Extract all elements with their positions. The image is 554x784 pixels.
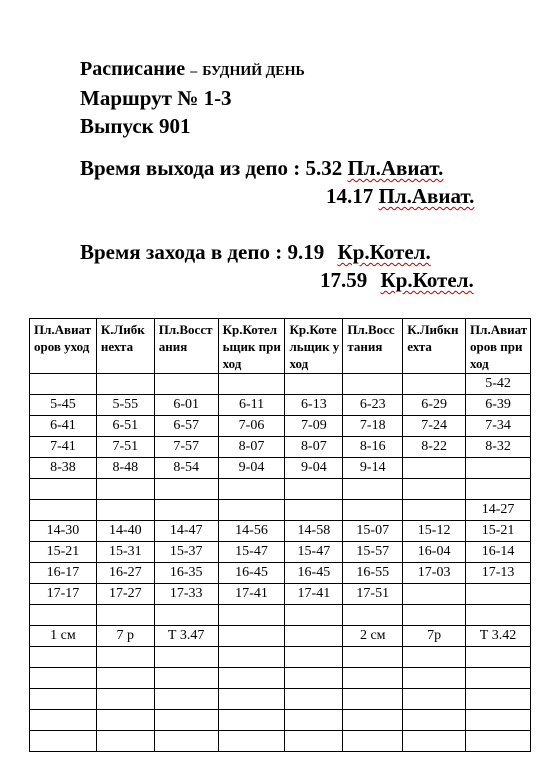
cell-text: 16-55: [356, 565, 390, 580]
table-cell: [285, 479, 343, 500]
table-cell: [30, 479, 97, 500]
table-cell: [96, 479, 154, 500]
table-cell: [30, 710, 97, 731]
cell-text: 15-07: [356, 523, 390, 538]
cell-text: 17-13: [481, 565, 515, 580]
cell-text: 7-51: [112, 439, 139, 454]
cell-text: 17-41: [235, 586, 268, 601]
table-cell: [466, 374, 531, 395]
table-cell: [30, 374, 97, 395]
table-cell: [343, 710, 403, 731]
depot-arrival-line-2: [320, 268, 474, 293]
table-cell: [30, 395, 97, 416]
column-header: К.Либкнехта: [403, 319, 466, 374]
table-cell: [285, 626, 343, 647]
table-cell: [403, 542, 466, 563]
column-header: Пл.Восстания: [154, 319, 218, 374]
table-cell: [403, 647, 466, 668]
cell-text: 15-21: [481, 523, 515, 538]
cell-text: 1 см: [50, 628, 76, 643]
table-row: [30, 458, 531, 479]
cell-text: 7р: [427, 628, 442, 643]
table-cell: [96, 731, 154, 752]
table-cell: [466, 479, 531, 500]
table-cell: [285, 689, 343, 710]
table-cell: [96, 668, 154, 689]
cell-text: Т 3.47: [167, 628, 205, 643]
table-cell: [218, 689, 285, 710]
table-cell: [466, 731, 531, 752]
table-cell: [218, 584, 285, 605]
cell-text: 6-01: [173, 397, 199, 412]
table-cell: [403, 500, 466, 521]
table-cell: [30, 563, 97, 584]
release-value: 901: [159, 114, 191, 138]
table-cell: [285, 437, 343, 458]
cell-text: 6-13: [301, 397, 327, 412]
table-cell: [343, 479, 403, 500]
table-cell: [218, 437, 285, 458]
table-cell: [285, 521, 343, 542]
table-cell: [466, 584, 531, 605]
cell-text: 6-11: [238, 397, 265, 412]
table-cell: [154, 584, 218, 605]
table-cell: [218, 521, 285, 542]
table-cell: [466, 542, 531, 563]
cell-text: 6-41: [50, 418, 76, 433]
table-cell: [218, 668, 285, 689]
table-cell: [30, 605, 97, 626]
arrival-place-1: Кр.Котел.: [337, 240, 431, 264]
table-cell: [285, 500, 343, 521]
cell-text: 7-18: [359, 418, 386, 433]
table-cell: [154, 563, 218, 584]
table-cell: [343, 437, 403, 458]
table-cell: [466, 647, 531, 668]
schedule-daytype: БУДНИЙ ДЕНЬ: [202, 64, 305, 79]
cell-text: 14-30: [46, 523, 80, 538]
table-cell: [30, 542, 97, 563]
table-cell: [154, 668, 218, 689]
table-cell: [154, 395, 218, 416]
table-cell: [96, 542, 154, 563]
schedule-dash: –: [190, 64, 198, 79]
cell-text: 8-07: [238, 439, 265, 454]
cell-text: 16-45: [297, 565, 331, 580]
table-cell: [343, 647, 403, 668]
table-cell: [218, 374, 285, 395]
table-cell: [403, 458, 466, 479]
table-cell: [466, 710, 531, 731]
cell-text: 9-04: [238, 460, 265, 475]
table-cell: [403, 437, 466, 458]
table-cell: [218, 563, 285, 584]
table-cell: [30, 500, 97, 521]
cell-text: 7-09: [301, 418, 327, 433]
table-cell: [403, 731, 466, 752]
table-cell: [218, 395, 285, 416]
table-cell: [403, 710, 466, 731]
cell-text: 15-21: [46, 544, 80, 559]
schedule-label: Расписание: [80, 58, 186, 80]
table-cell: [403, 584, 466, 605]
table-row: [30, 500, 531, 521]
table-cell: [218, 458, 285, 479]
table-cell: [466, 500, 531, 521]
cell-text: 8-32: [485, 439, 511, 454]
table-cell: [285, 374, 343, 395]
table-row: [30, 710, 531, 731]
table-cell: [154, 689, 218, 710]
column-header: Пл.Авиаторов приход: [466, 319, 531, 374]
table-cell: [218, 605, 285, 626]
table-cell: [30, 521, 97, 542]
cell-text: 15-31: [108, 544, 142, 559]
schedule-table-body: [30, 374, 531, 752]
cell-text: 5-45: [50, 397, 76, 412]
table-cell: [343, 626, 403, 647]
table-cell: [343, 542, 403, 563]
cell-text: 8-48: [112, 460, 139, 475]
cell-text: 9-04: [301, 460, 327, 475]
table-row: [30, 437, 531, 458]
table-cell: [154, 437, 218, 458]
table-cell: [343, 563, 403, 584]
departure-label: Время выхода из депо :: [80, 156, 301, 180]
cell-text: 7-57: [173, 439, 199, 454]
table-cell: [218, 710, 285, 731]
column-header: Кр.Котельщик уход: [285, 319, 343, 374]
cell-text: 14-40: [108, 523, 142, 538]
table-cell: [285, 584, 343, 605]
cell-text: 16-14: [481, 544, 515, 559]
cell-text: 8-22: [421, 439, 447, 454]
table-cell: [403, 521, 466, 542]
cell-text: 8-54: [173, 460, 199, 475]
table-cell: [218, 416, 285, 437]
cell-text: 14-58: [297, 523, 331, 538]
table-cell: [154, 710, 218, 731]
table-cell: [96, 689, 154, 710]
arrival-time-1: 9.19: [287, 240, 325, 264]
table-cell: [466, 416, 531, 437]
table-cell: [218, 647, 285, 668]
table-cell: [154, 605, 218, 626]
release-label: Выпуск: [80, 114, 154, 138]
cell-text: 7 р: [116, 628, 135, 643]
departure-time-1: 5.32: [305, 156, 343, 180]
cell-text: Т 3.42: [479, 628, 517, 643]
cell-text: 5-42: [485, 376, 511, 391]
table-cell: [96, 521, 154, 542]
cell-text: 8-38: [50, 460, 76, 475]
table-cell: [154, 647, 218, 668]
table-cell: [285, 395, 343, 416]
table-cell: [96, 647, 154, 668]
table-cell: [96, 395, 154, 416]
table-cell: [403, 479, 466, 500]
cell-text: 17-51: [356, 586, 390, 601]
cell-text: 6-29: [421, 397, 447, 412]
cell-text: 16-17: [46, 565, 80, 580]
table-cell: [466, 395, 531, 416]
cell-text: 17-03: [417, 565, 451, 580]
table-cell: [466, 668, 531, 689]
table-cell: [30, 668, 97, 689]
table-cell: [285, 542, 343, 563]
table-cell: [403, 605, 466, 626]
table-cell: [154, 458, 218, 479]
table-cell: [30, 647, 97, 668]
table-cell: [218, 626, 285, 647]
table-cell: [343, 458, 403, 479]
table-cell: [466, 689, 531, 710]
table-row: [30, 479, 531, 500]
cell-text: 6-23: [359, 397, 386, 412]
route-value: 1-3: [203, 86, 232, 110]
table-cell: [403, 374, 466, 395]
table-cell: [30, 437, 97, 458]
table-cell: [154, 542, 218, 563]
table-cell: [96, 458, 154, 479]
table-row: [30, 416, 531, 437]
cell-text: 15-47: [235, 544, 268, 559]
cell-text: 7-06: [238, 418, 265, 433]
table-row: [30, 521, 531, 542]
table-row: [30, 647, 531, 668]
table-cell: [30, 626, 97, 647]
cell-text: 2 см: [359, 628, 386, 643]
table-cell: [343, 731, 403, 752]
table-cell: [343, 416, 403, 437]
route-line: [80, 86, 232, 111]
table-cell: [30, 416, 97, 437]
table-cell: [154, 479, 218, 500]
table-cell: [343, 521, 403, 542]
table-cell: [218, 479, 285, 500]
depot-arrival-line: [80, 240, 431, 265]
cell-text: 15-12: [417, 523, 451, 538]
cell-text: 16-35: [169, 565, 203, 580]
departure-place-2: Пл.Авиат.: [378, 184, 475, 208]
cell-text: 14-47: [169, 523, 203, 538]
table-cell: [96, 437, 154, 458]
table-cell: [154, 626, 218, 647]
cell-text: 14-56: [235, 523, 268, 538]
table-cell: [466, 626, 531, 647]
cell-text: 17-41: [297, 586, 331, 601]
cell-text: 15-37: [169, 544, 203, 559]
table-row: [30, 668, 531, 689]
cell-text: 15-57: [356, 544, 390, 559]
table-cell: [96, 416, 154, 437]
table-cell: [466, 437, 531, 458]
cell-text: 7-41: [50, 439, 76, 454]
cell-text: 17-27: [108, 586, 142, 601]
cell-text: 17-33: [169, 586, 203, 601]
schedule-table: [29, 318, 531, 752]
table-cell: [466, 521, 531, 542]
table-cell: [285, 605, 343, 626]
cell-text: 7-34: [485, 418, 511, 433]
table-cell: [403, 416, 466, 437]
table-cell: [343, 584, 403, 605]
cell-text: 5-55: [112, 397, 139, 412]
table-cell: [285, 416, 343, 437]
table-row: [30, 563, 531, 584]
schedule-title-line: [80, 58, 305, 81]
cell-text: 8-07: [301, 439, 327, 454]
arrival-place-2: Кр.Котел.: [380, 268, 474, 292]
table-cell: [403, 689, 466, 710]
table-cell: [343, 500, 403, 521]
table-cell: [30, 731, 97, 752]
table-cell: [343, 395, 403, 416]
table-cell: [218, 500, 285, 521]
table-cell: [154, 500, 218, 521]
table-cell: [285, 710, 343, 731]
table-cell: [343, 605, 403, 626]
arrival-time-2: 17.59: [320, 268, 368, 292]
depot-departure-line: [80, 156, 443, 181]
table-row: [30, 605, 531, 626]
cell-text: 9-14: [359, 460, 386, 475]
table-cell: [96, 626, 154, 647]
table-cell: [466, 563, 531, 584]
cell-text: 16-04: [417, 544, 451, 559]
table-cell: [96, 563, 154, 584]
table-cell: [154, 374, 218, 395]
table-cell: [466, 605, 531, 626]
table-cell: [30, 584, 97, 605]
table-cell: [30, 689, 97, 710]
table-cell: [96, 710, 154, 731]
cell-text: 7-24: [421, 418, 447, 433]
table-cell: [30, 458, 97, 479]
cell-text: 15-47: [297, 544, 331, 559]
column-header: Кр.Котельщик приход: [218, 319, 285, 374]
table-cell: [218, 731, 285, 752]
table-row: [30, 395, 531, 416]
table-cell: [96, 500, 154, 521]
depot-departure-line-2: [326, 184, 474, 209]
table-cell: [343, 668, 403, 689]
table-row: [30, 584, 531, 605]
table-cell: [96, 605, 154, 626]
route-label: Маршрут №: [80, 86, 199, 110]
table-cell: [218, 542, 285, 563]
table-row: [30, 626, 531, 647]
arrival-label: Время захода в депо :: [80, 240, 283, 264]
table-row: [30, 689, 531, 710]
cell-text: 16-45: [235, 565, 268, 580]
departure-place-1: Пл.Авиат.: [347, 156, 444, 180]
table-cell: [285, 563, 343, 584]
table-cell: [96, 374, 154, 395]
table-row: [30, 542, 531, 563]
departure-time-2: 14.17: [326, 184, 374, 208]
cell-text: 6-57: [173, 418, 199, 433]
table-cell: [285, 668, 343, 689]
table-cell: [285, 647, 343, 668]
cell-text: 16-27: [108, 565, 142, 580]
table-cell: [285, 458, 343, 479]
table-cell: [403, 563, 466, 584]
column-header: К.Либкнехта: [96, 319, 154, 374]
release-line: [80, 114, 191, 139]
table-cell: [96, 584, 154, 605]
table-cell: [154, 521, 218, 542]
cell-text: 8-16: [359, 439, 386, 454]
table-row: [30, 731, 531, 752]
column-header: Пл.Авиаторов уход: [30, 319, 97, 374]
table-cell: [343, 689, 403, 710]
cell-text: 17-17: [46, 586, 80, 601]
table-cell: [285, 731, 343, 752]
table-row: [30, 374, 531, 395]
table-cell: [343, 374, 403, 395]
cell-text: 14-27: [481, 502, 515, 517]
table-cell: [154, 731, 218, 752]
table-cell: [154, 416, 218, 437]
cell-text: 6-51: [112, 418, 139, 433]
column-header: Пл.Восстания: [343, 319, 403, 374]
cell-text: 6-39: [485, 397, 511, 412]
table-cell: [403, 395, 466, 416]
table-cell: [403, 668, 466, 689]
table-cell: [466, 458, 531, 479]
table-cell: [403, 626, 466, 647]
table-header-row: [30, 319, 531, 374]
